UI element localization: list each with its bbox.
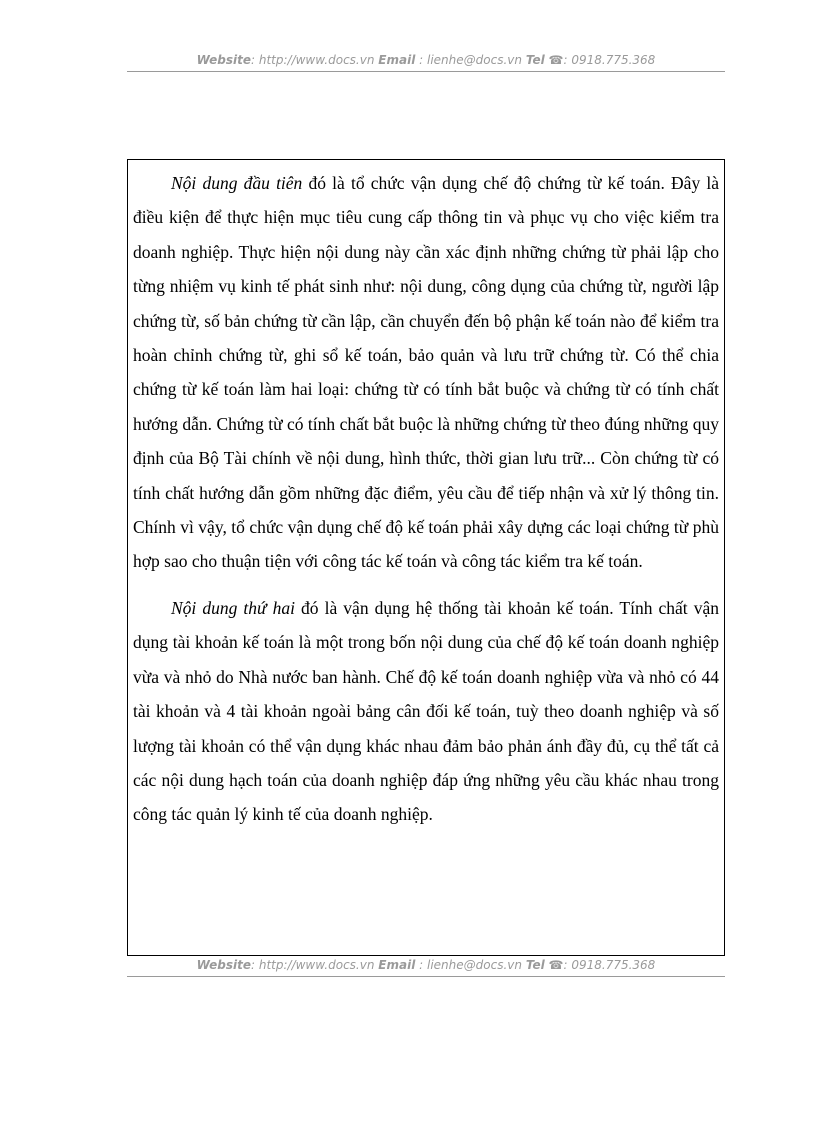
phone-icon: ☎: [548, 958, 564, 972]
paragraph-2-lead: Nội dung thứ hai: [171, 597, 295, 618]
footer-tel-label: Tel: [525, 958, 545, 972]
page-footer: [127, 957, 725, 973]
paragraph-1: [133, 166, 719, 579]
footer-website-label: Website: [196, 958, 251, 972]
header-website-label: Website: [196, 53, 251, 67]
header-tel-value: : 0918.775.368: [563, 53, 656, 67]
header-email-value: : lienhe@docs.vn: [419, 53, 522, 67]
paragraph-2: [133, 591, 719, 832]
page-header: [127, 52, 725, 68]
footer-email-value: : lienhe@docs.vn: [419, 958, 522, 972]
header-email-label: Email: [378, 53, 416, 67]
header-website-url: : http://www.docs.vn: [251, 53, 375, 67]
footer-email-label: Email: [378, 958, 416, 972]
paragraph-1-text: đó là tổ chức vận dụng chế độ chứng từ kế toán. Đây là điều kiện để thực hiện mục tiêu cung cấp thông tin và phục vụ cho việc kiểm tra doanh nghiệp. Thực hiện nội dung này cần xác định những chứng từ phải lập cho từng nhiệm vụ kinh tế phát sinh như: nội dung, công dụng của chứng từ, người lập chứng từ, số bản chứng từ cần lập, cần chuyển đến bộ phận kế toán nào để kiểm tra hoàn chỉnh chứng từ, ghi sổ kế toán, bảo quản và lưu trữ chứng từ. Có thể chia chứng từ kế toán làm hai loại: chứng từ có tính bắt buộc và chứng từ có tính chất hướng dẫn. Chứng từ có tính chất bắt buộc là những chứng từ theo đúng những quy định của Bộ Tài chính về nội dung, hình thức, thời gian lưu trữ... Còn chứng từ có tính chất hướng dẫn gồm những đặc điểm, yêu cầu để tiếp nhận và xử lý thông tin. Chính vì vậy, tổ chức vận dụng chế độ kế toán phải xây dựng các loại chứng từ phù hợp sao cho thuận tiện với công tác kế toán và công tác kiểm tra kế toán.: [133, 173, 720, 572]
phone-icon: ☎: [548, 53, 564, 67]
footer-divider: [127, 976, 725, 977]
header-tel-label: Tel: [525, 53, 545, 67]
paragraph-1-lead: Nội dung đầu tiên: [171, 173, 303, 193]
content-frame: [127, 159, 725, 956]
header-divider: [127, 71, 725, 72]
paragraph-2-text: đó là vận dụng hệ thống tài khoản kế toán. Tính chất vận dụng tài khoản kế toán là một trong bốn nội dung của chế độ kế toán doanh nghiệp vừa và nhỏ do Nhà nước ban hành. Chế độ kế toán doanh nghiệp vừa và nhỏ có 44 tài khoản và 4 tài khoản ngoài bảng cân đối kế toán, tuỳ theo doanh nghiệp và số lượng tài khoản có thể vận dụng khác nhau đảm bảo phản ánh đầy đủ, cụ thể tất cả các nội dung hạch toán của doanh nghiệp đáp ứng những yêu cầu khác nhau trong công tác quản lý kinh tế của doanh nghiệp.: [133, 597, 719, 825]
footer-tel-value: : 0918.775.368: [563, 958, 656, 972]
footer-website-url: : http://www.docs.vn: [251, 958, 375, 972]
